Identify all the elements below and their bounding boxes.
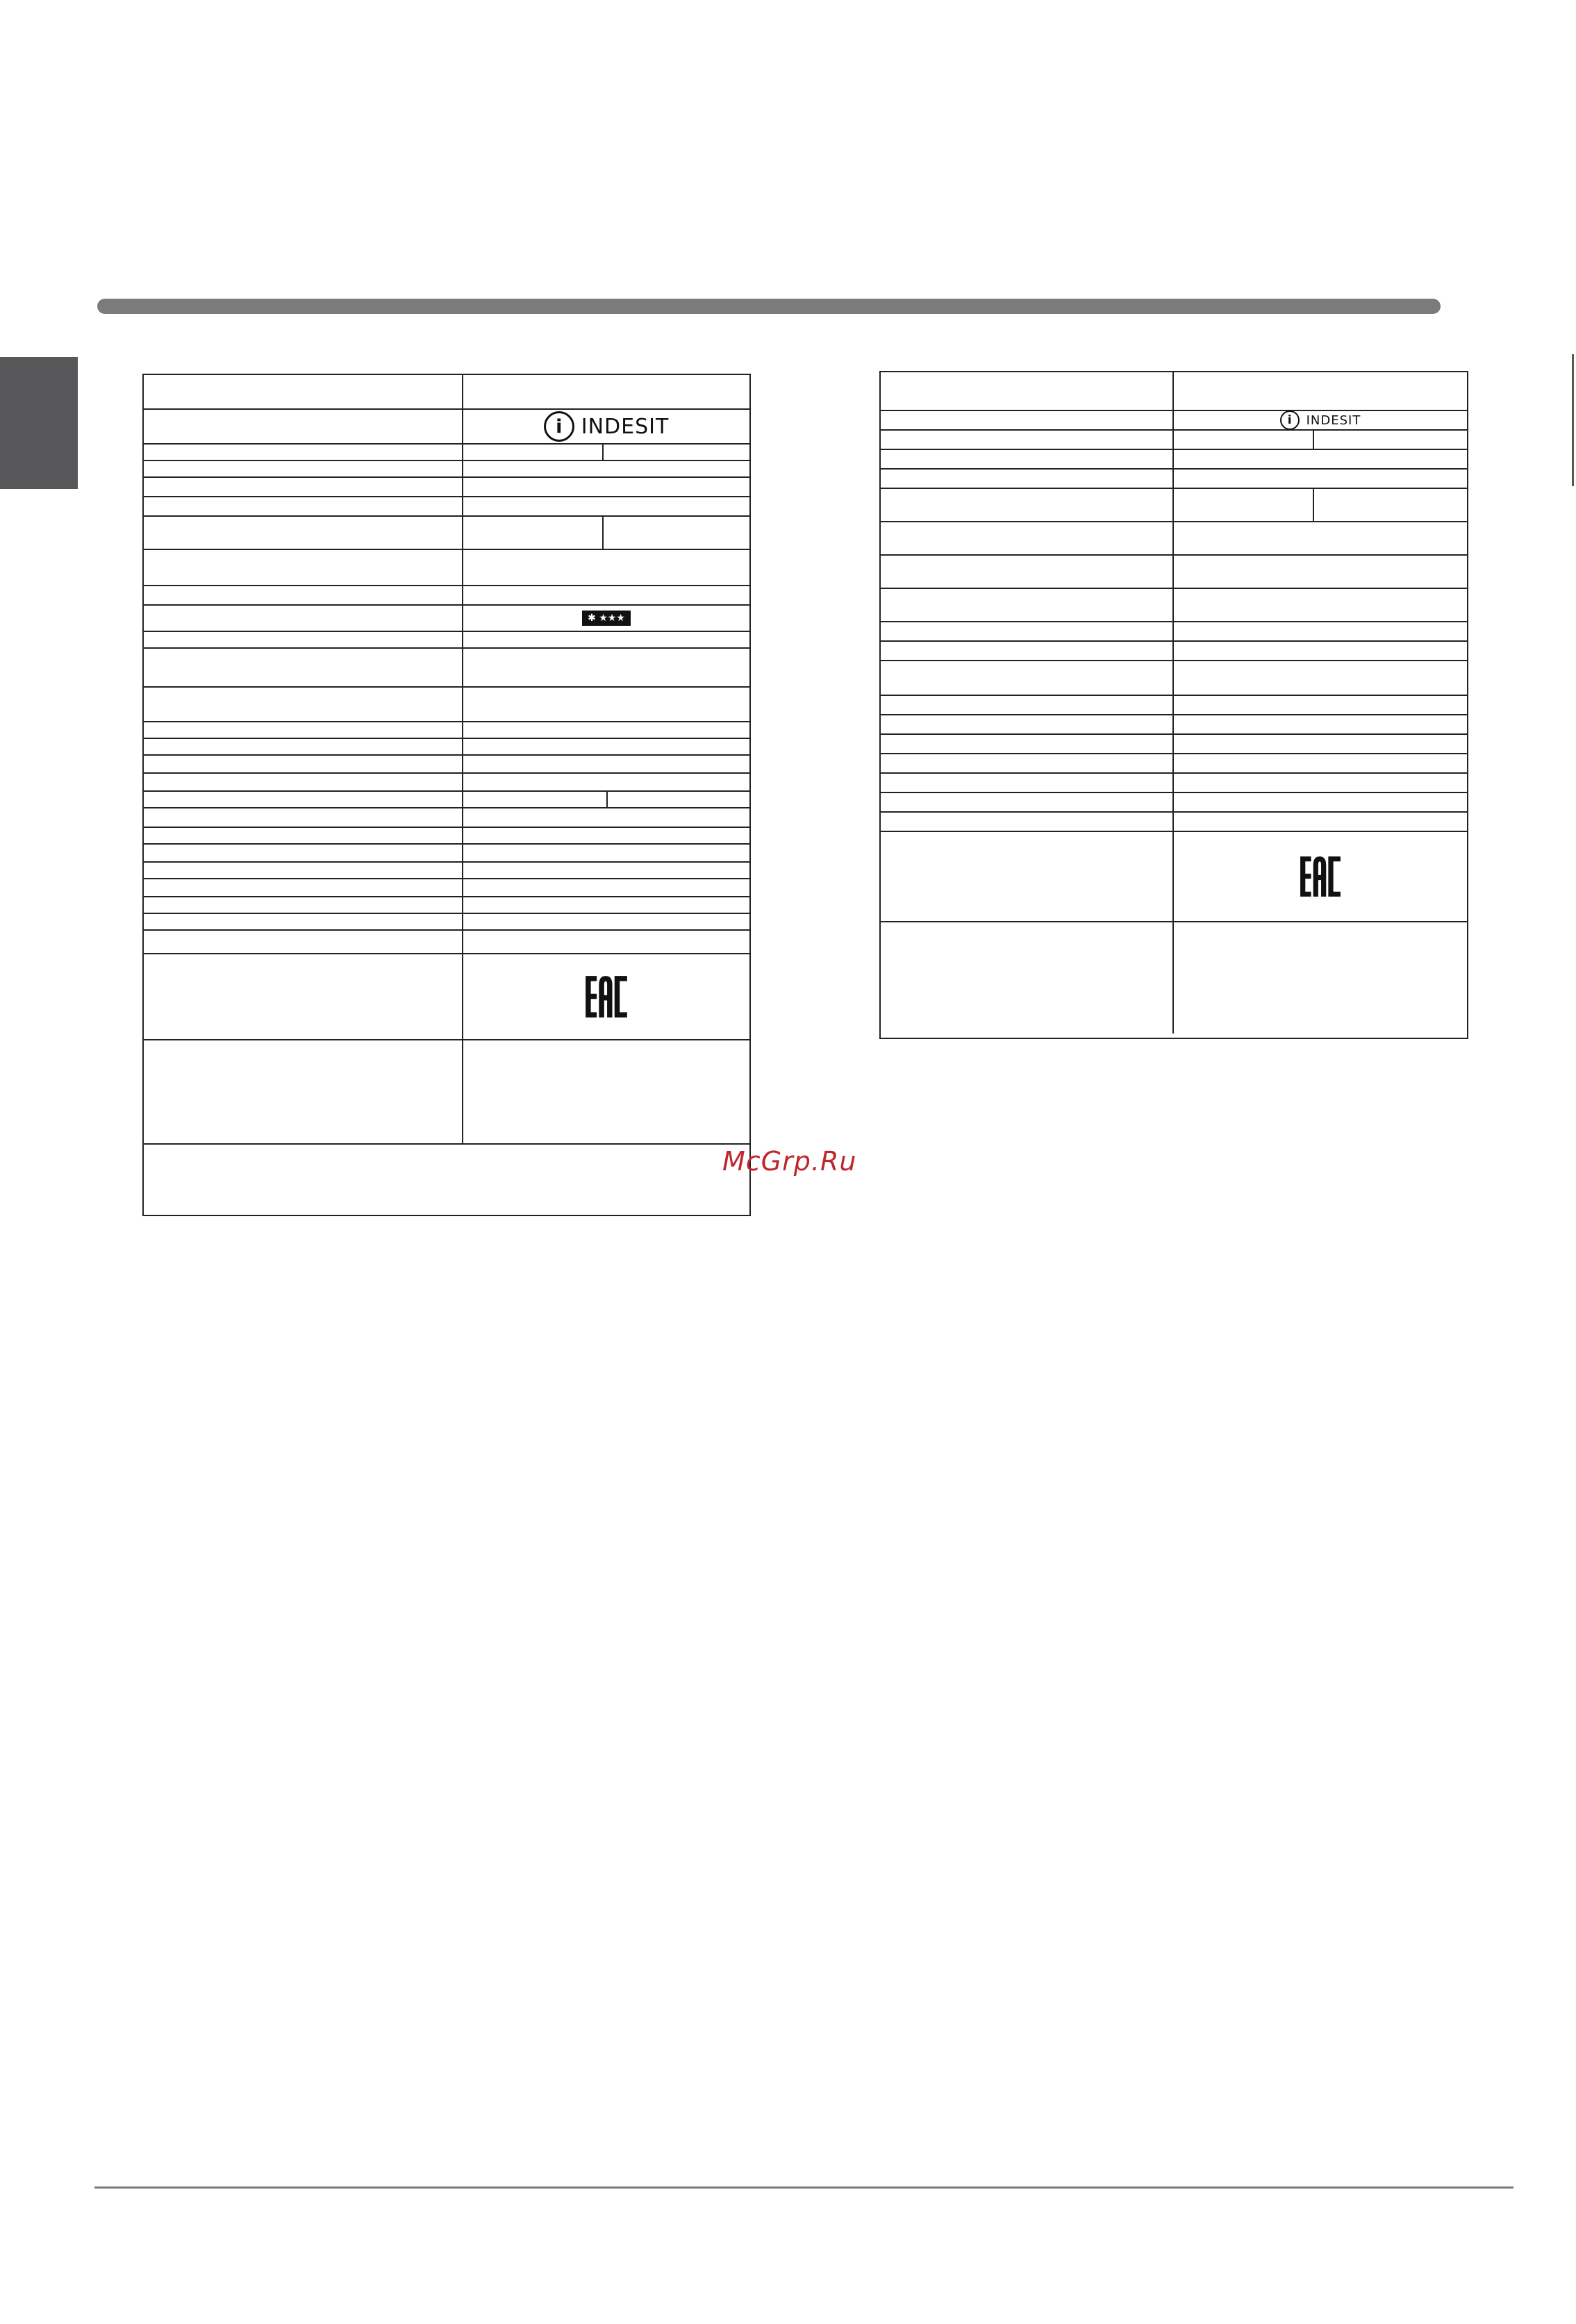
row-label-cell (144, 461, 463, 476)
table-row (881, 922, 1467, 1034)
row-value-cell (1174, 622, 1467, 640)
table-row (144, 954, 749, 1040)
table-row (144, 517, 749, 550)
table-row (144, 632, 749, 649)
row-value-cell (1174, 774, 1467, 792)
row-value-cell (1174, 793, 1467, 811)
row-value-cell (1174, 813, 1467, 831)
row-label-cell (881, 411, 1174, 429)
brand-logo (463, 411, 749, 442)
table-row (881, 450, 1467, 470)
language-side-tab (0, 357, 78, 489)
row-value-cell (463, 517, 749, 549)
row-value-cell (1174, 489, 1467, 521)
row-value-cell (1174, 715, 1467, 733)
table-row (144, 649, 749, 688)
table-row (881, 489, 1467, 522)
row-value-cell (463, 497, 749, 515)
row-label-cell (144, 632, 463, 647)
row-value-cell (463, 828, 749, 843)
row-label-cell (144, 688, 463, 721)
row-value-cell (463, 586, 749, 604)
row-label-cell (144, 954, 463, 1039)
row-label-cell (881, 556, 1174, 588)
row-value-cell (1174, 754, 1467, 772)
row-value-cell (463, 550, 749, 585)
table-row (881, 696, 1467, 715)
table-row (144, 445, 749, 461)
row-value-cell (463, 1040, 749, 1143)
footer-rule (94, 2186, 1513, 2189)
table-row (881, 411, 1467, 431)
snowflake-star-rating-icon: ✱ ★★★ (582, 611, 631, 626)
table-row (144, 461, 749, 478)
brand-logo-text: INDESIT (581, 414, 670, 439)
row-label-cell (881, 431, 1174, 449)
row-value-cell (463, 845, 749, 861)
table-row (881, 470, 1467, 489)
value-subdivider (1313, 489, 1314, 521)
row-label-cell (881, 696, 1174, 714)
row-label-cell (144, 792, 463, 807)
row-label-cell (144, 517, 463, 549)
row-value-cell (1174, 832, 1467, 921)
table-row (144, 1145, 749, 1170)
row-label-cell (144, 586, 463, 604)
row-label-cell (144, 931, 463, 953)
table-row (144, 828, 749, 845)
row-value-cell (1174, 922, 1467, 1034)
row-value-cell (463, 863, 749, 878)
row-label-cell (144, 722, 463, 738)
row-label-cell (881, 832, 1174, 921)
row-value-cell (463, 606, 749, 631)
row-label-cell (144, 845, 463, 861)
row-value-cell (1174, 411, 1467, 429)
row-value-cell (463, 461, 749, 476)
row-value-cell (463, 774, 749, 790)
row-value-cell (463, 688, 749, 721)
row-value-cell (1174, 470, 1467, 488)
table-row (881, 622, 1467, 642)
eac-certification-mark-icon (584, 974, 629, 1019)
row-value-cell (463, 792, 749, 807)
brand-logo (1174, 410, 1467, 430)
row-value-cell (1174, 556, 1467, 588)
value-subdivider (606, 792, 608, 807)
row-label-cell (881, 793, 1174, 811)
table-row (881, 556, 1467, 589)
brand-logo-text: INDESIT (1306, 413, 1361, 428)
row-label-cell (144, 774, 463, 790)
table-row (881, 642, 1467, 661)
row-label-cell (144, 1040, 463, 1143)
row-label-cell (144, 828, 463, 843)
table-row (881, 661, 1467, 696)
row-label-cell (881, 450, 1174, 468)
row-label-cell (144, 914, 463, 929)
row-label-cell (881, 489, 1174, 521)
row-value-cell (1174, 450, 1467, 468)
row-label-cell (144, 606, 463, 631)
row-value-cell (463, 879, 749, 896)
table-row (144, 808, 749, 828)
row-label-cell (144, 808, 463, 827)
table-row (144, 478, 749, 497)
row-label-cell (881, 470, 1174, 488)
row-label-cell (881, 715, 1174, 733)
row-label-cell (881, 372, 1174, 410)
row-label-cell (144, 739, 463, 754)
table-row (144, 688, 749, 722)
row-label-cell (144, 649, 463, 686)
brand-logo-icon: i (544, 411, 574, 442)
table-row (144, 722, 749, 739)
table-row (881, 735, 1467, 754)
row-value-cell (463, 375, 749, 408)
row-label-cell (144, 756, 463, 772)
row-value-cell (463, 931, 749, 953)
row-label-cell (144, 550, 463, 585)
row-value-cell (463, 954, 749, 1039)
row-label-cell (881, 622, 1174, 640)
table-row (144, 931, 749, 954)
value-subdivider (602, 517, 604, 549)
right-spec-table (879, 371, 1468, 1039)
table-row (881, 715, 1467, 735)
table-row (881, 522, 1467, 556)
row-value-cell (463, 897, 749, 913)
row-value-cell (1174, 735, 1467, 753)
row-value-cell (463, 914, 749, 929)
row-value-cell (463, 632, 749, 647)
row-label-cell (881, 661, 1174, 695)
table-row (144, 792, 749, 808)
row-label-cell (881, 813, 1174, 831)
table-row (881, 431, 1467, 450)
row-value-cell (1174, 589, 1467, 621)
table-row (144, 586, 749, 606)
table-row (144, 739, 749, 756)
table-row (144, 497, 749, 517)
table-row (144, 845, 749, 863)
row-value-cell (463, 756, 749, 772)
table-row (881, 754, 1467, 774)
row-value-cell (463, 722, 749, 738)
row-label-cell (881, 589, 1174, 621)
table-row (881, 774, 1467, 793)
row-label-cell (144, 410, 463, 443)
row-label-cell (881, 735, 1174, 753)
row-label-cell (144, 497, 463, 515)
row-value-cell (463, 739, 749, 754)
row-value-cell (463, 808, 749, 827)
table-row (881, 589, 1467, 622)
table-row (144, 756, 749, 774)
row-value-cell (463, 445, 749, 460)
row-label-cell (881, 754, 1174, 772)
row-value-cell (1174, 372, 1467, 410)
row-label-cell (881, 922, 1174, 1034)
table-row (144, 863, 749, 879)
brand-logo-icon: i (1280, 410, 1300, 430)
row-label-cell (144, 863, 463, 878)
row-value-cell (1174, 522, 1467, 554)
row-value-cell (1174, 642, 1467, 660)
table-row (144, 914, 749, 931)
table-row (144, 774, 749, 792)
row-label-cell (144, 879, 463, 896)
row-value-cell (1174, 661, 1467, 695)
row-label-cell (144, 478, 463, 496)
table-row (881, 372, 1467, 411)
value-subdivider (1313, 431, 1314, 449)
right-edge-marker (1572, 354, 1574, 486)
table-row (881, 813, 1467, 832)
table-row (144, 606, 749, 632)
table-row (144, 897, 749, 914)
table-row (144, 879, 749, 897)
left-spec-table (142, 374, 751, 1216)
row-label-cell (144, 375, 463, 408)
row-value-cell (1174, 431, 1467, 449)
table-row (144, 375, 749, 410)
row-value-cell (463, 410, 749, 443)
eac-certification-mark-icon (1299, 855, 1342, 898)
table-row (881, 832, 1467, 922)
row-label-cell (881, 522, 1174, 554)
table-row (881, 793, 1467, 813)
header-divider-bar (97, 299, 1441, 314)
row-label-cell (881, 642, 1174, 660)
row-value-cell (463, 478, 749, 496)
value-subdivider (602, 445, 604, 460)
watermark-text: McGrp.Ru (722, 1146, 857, 1177)
table-row (144, 1040, 749, 1145)
row-value-cell (1174, 696, 1467, 714)
row-value-cell (463, 649, 749, 686)
table-row (144, 410, 749, 445)
row-label-cell (881, 774, 1174, 792)
row-label-cell (144, 897, 463, 913)
table-row (144, 550, 749, 586)
row-label-cell (144, 445, 463, 460)
